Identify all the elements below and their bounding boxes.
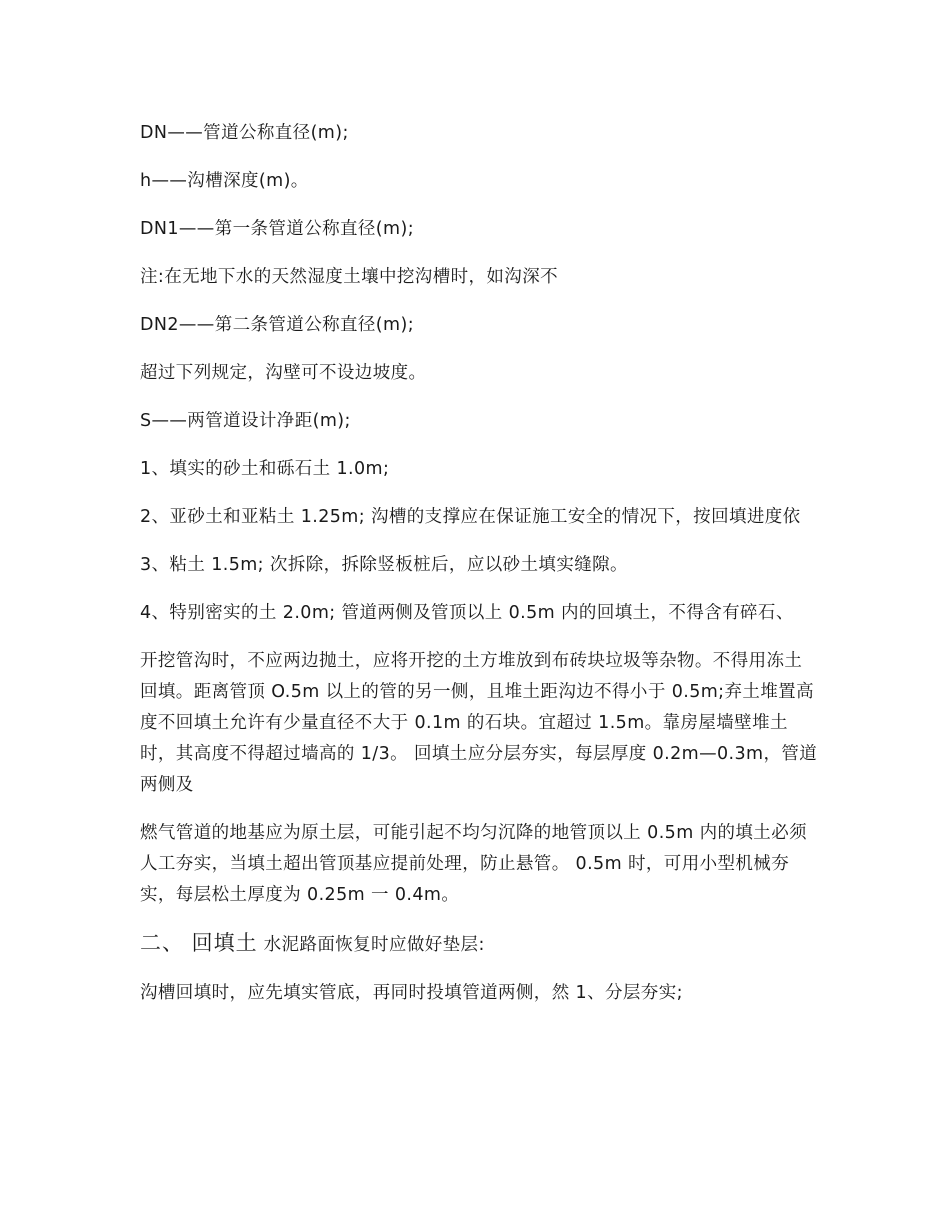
paragraph-slope-rule: 超过下列规定，沟壁可不设边坡度。 <box>140 363 427 383</box>
paragraph-s-definition: S——两管道设计净距(m); <box>140 411 351 431</box>
paragraph-note: 注:在无地下水的天然湿度土壤中挖沟槽时，如沟深不 <box>140 267 558 287</box>
paragraph-dn2-definition: DN2——第二条管道公称直径(m); <box>140 315 414 335</box>
paragraph-dn-definition: DN——管道公称直径(m); <box>140 123 349 143</box>
paragraph-foundation: 燃气管道的地基应为原土层，可能引起不均匀沉降的地管顶以上 0.5m 内的填土必须人工夯实，当填土超出管顶基应提前处理，防止悬管。 0.5m 时，可用小型机械夯实，每层松土厚度为 0.25m 一 0.4m。 <box>140 823 808 905</box>
paragraph-excavation: 开挖管沟时，不应两边抛土，应将开挖的土方堆放到布砖块垃圾等杂物。不得用冻土回填。距离管顶 O.5m 以上的管的另一侧，且堆土距沟边不得小于 0.5m;弃土堆置高度不回填土允许有少量直径不大于 0.1m 的石块。宜超过 1.5m。靠房屋墙壁堆土时，其高度不得超过墙高的 1/3。 回填土应分层夯实，每层厚度 0.2m—0.3m，管道两侧及 <box>140 651 818 795</box>
section-heading-title: 二、 回填土 <box>140 931 258 955</box>
paragraph-h-definition: h——沟槽深度(m)。 <box>140 171 309 191</box>
paragraph-trench-backfill: 沟槽回填时，应先填实管底，再同时投填管道两侧，然 1、分层夯实; <box>140 983 683 1003</box>
document-body <box>140 118 820 1026</box>
paragraph-dn1-definition: DN1——第一条管道公称直径(m); <box>140 219 414 239</box>
section-heading-rest: 水泥路面恢复时应做好垫层: <box>257 935 485 955</box>
paragraph-item-1: 1、填实的砂土和砾石土 1.0m; <box>140 459 390 479</box>
section-heading-backfill <box>140 928 820 961</box>
paragraph-item-3: 3、粘土 1.5m; 次拆除，拆除竖板桩后，应以砂土填实缝隙。 <box>140 555 628 575</box>
paragraph-item-2: 2、亚砂土和亚粘土 1.25m; 沟槽的支撑应在保证施工安全的情况下，按回填进度依 <box>140 507 801 527</box>
paragraph-item-4: 4、特别密实的土 2.0m; 管道两侧及管顶以上 0.5m 内的回填土，不得含有碎石、 <box>140 603 794 623</box>
